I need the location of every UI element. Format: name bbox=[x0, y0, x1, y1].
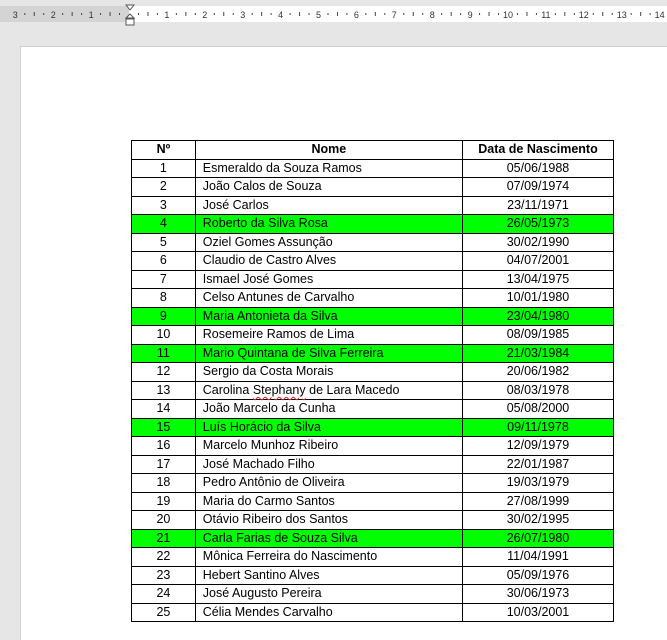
table-row bbox=[132, 159, 614, 178]
birth-date-table[interactable] bbox=[131, 140, 614, 622]
cell-number[interactable]: 23 bbox=[132, 566, 196, 585]
cell-birth-date[interactable]: 26/07/1980 bbox=[462, 529, 613, 548]
ruler-number: 9 bbox=[467, 10, 473, 20]
cell-birth-date[interactable]: 19/03/1979 bbox=[462, 474, 613, 493]
table-row bbox=[132, 363, 614, 382]
cell-birth-date[interactable]: 30/02/1990 bbox=[462, 233, 613, 252]
table-row bbox=[132, 289, 614, 308]
header-birth-date: Data de Nascimento bbox=[462, 141, 613, 160]
cell-name[interactable]: Carla Farias de Souza Silva bbox=[195, 529, 462, 548]
cell-birth-date[interactable]: 10/01/1980 bbox=[462, 289, 613, 308]
cell-number[interactable]: 4 bbox=[132, 215, 196, 234]
cell-number[interactable]: 8 bbox=[132, 289, 196, 308]
cell-name[interactable]: Mario Quintana de Silva Ferreira bbox=[195, 344, 462, 363]
cell-number[interactable]: 11 bbox=[132, 344, 196, 363]
cell-birth-date[interactable]: 12/09/1979 bbox=[462, 437, 613, 456]
ruler-number: 1 bbox=[88, 10, 94, 20]
cell-birth-date[interactable]: 30/02/1995 bbox=[462, 511, 613, 530]
cell-number[interactable]: 6 bbox=[132, 252, 196, 271]
cell-number[interactable]: 22 bbox=[132, 548, 196, 567]
cell-name[interactable]: Sergio da Costa Morais bbox=[195, 363, 462, 382]
cell-name[interactable]: Luís Horácio da Silva bbox=[195, 418, 462, 437]
ruler-number: 10 bbox=[502, 10, 514, 20]
cell-name[interactable]: José Augusto Pereira bbox=[195, 585, 462, 604]
document-page[interactable] bbox=[20, 46, 667, 640]
cell-number[interactable]: 19 bbox=[132, 492, 196, 511]
table-row bbox=[132, 344, 614, 363]
cell-number[interactable]: 1 bbox=[132, 159, 196, 178]
table-row bbox=[132, 455, 614, 474]
cell-name[interactable]: José Machado Filho bbox=[195, 455, 462, 474]
cell-name[interactable]: Celso Antunes de Carvalho bbox=[195, 289, 462, 308]
ruler-number: 4 bbox=[278, 10, 284, 20]
table-row bbox=[132, 400, 614, 419]
cell-name[interactable]: Ismael José Gomes bbox=[195, 270, 462, 289]
ruler-number: 7 bbox=[391, 10, 397, 20]
cell-number[interactable]: 9 bbox=[132, 307, 196, 326]
cell-birth-date[interactable]: 20/06/1982 bbox=[462, 363, 613, 382]
cell-birth-date[interactable]: 07/09/1974 bbox=[462, 178, 613, 197]
table-row bbox=[132, 252, 614, 271]
table-row bbox=[132, 548, 614, 567]
spelling-error-mark[interactable]: Stephany bbox=[252, 382, 306, 397]
ruler-number: 6 bbox=[353, 10, 359, 20]
table-row bbox=[132, 326, 614, 345]
cell-number[interactable]: 12 bbox=[132, 363, 196, 382]
table-row bbox=[132, 196, 614, 215]
table-header-row bbox=[132, 141, 614, 160]
cell-name[interactable]: Mônica Ferreira do Nascimento bbox=[195, 548, 462, 567]
ruler-number: 8 bbox=[429, 10, 435, 20]
cell-birth-date[interactable]: 05/09/1976 bbox=[462, 566, 613, 585]
cell-birth-date[interactable]: 05/08/2000 bbox=[462, 400, 613, 419]
cell-number[interactable]: 10 bbox=[132, 326, 196, 345]
cell-name[interactable]: Rosemeire Ramos de Lima bbox=[195, 326, 462, 345]
ruler-number: 12 bbox=[578, 10, 589, 20]
cell-name[interactable]: Maria do Carmo Santos bbox=[195, 492, 462, 511]
cell-number[interactable]: 14 bbox=[132, 400, 196, 419]
ruler-number: 2 bbox=[50, 10, 56, 20]
cell-name[interactable]: João Calos de Souza bbox=[195, 178, 462, 197]
cell-number[interactable]: 2 bbox=[132, 178, 196, 197]
cell-number[interactable]: 17 bbox=[132, 455, 196, 474]
cell-birth-date[interactable]: 13/04/1975 bbox=[462, 270, 613, 289]
table-body bbox=[132, 159, 614, 622]
cell-name[interactable]: Oziel Gomes Assunção bbox=[195, 233, 462, 252]
cell-birth-date[interactable]: 22/01/1987 bbox=[462, 455, 613, 474]
horizontal-ruler[interactable] bbox=[0, 0, 667, 30]
cell-name[interactable]: Marcelo Munhoz Ribeiro bbox=[195, 437, 462, 456]
table-row bbox=[132, 585, 614, 604]
cell-number[interactable]: 24 bbox=[132, 585, 196, 604]
cell-name[interactable]: Claudio de Castro Alves bbox=[195, 252, 462, 271]
cell-birth-date[interactable]: 08/09/1985 bbox=[462, 326, 613, 345]
cell-birth-date[interactable]: 09/11/1978 bbox=[462, 418, 613, 437]
ruler-number: 1 bbox=[164, 10, 170, 20]
table-row bbox=[132, 178, 614, 197]
table-row bbox=[132, 474, 614, 493]
table-row bbox=[132, 511, 614, 530]
ruler-number: 3 bbox=[12, 10, 18, 20]
cell-name[interactable]: João Marcelo da Cunha bbox=[195, 400, 462, 419]
cell-name[interactable]: Maria Antonieta da Silva bbox=[195, 307, 462, 326]
cell-number[interactable]: 20 bbox=[132, 511, 196, 530]
table-row bbox=[132, 270, 614, 289]
table-row bbox=[132, 566, 614, 585]
table-row bbox=[132, 233, 614, 252]
table-row bbox=[132, 307, 614, 326]
cell-name[interactable]: Roberto da Silva Rosa bbox=[195, 215, 462, 234]
cell-number[interactable]: 5 bbox=[132, 233, 196, 252]
table-row bbox=[132, 603, 614, 622]
cell-birth-date[interactable]: 04/07/2001 bbox=[462, 252, 613, 271]
table-row bbox=[132, 492, 614, 511]
cell-birth-date[interactable]: 27/08/1999 bbox=[462, 492, 613, 511]
ruler-number: 13 bbox=[616, 10, 627, 20]
header-number: Nº bbox=[132, 141, 196, 160]
cell-name[interactable]: Hebert Santino Alves bbox=[195, 566, 462, 585]
ruler-number: 14 bbox=[654, 10, 665, 20]
indent-marker-icon[interactable] bbox=[125, 4, 135, 26]
cell-name[interactable]: Esmeraldo da Souza Ramos bbox=[195, 159, 462, 178]
ruler-number: 11 bbox=[541, 10, 551, 20]
cell-number[interactable]: 25 bbox=[132, 603, 196, 622]
cell-number[interactable]: 18 bbox=[132, 474, 196, 493]
cell-number[interactable]: 13 bbox=[132, 381, 196, 400]
cell-name[interactable]: José Carlos bbox=[195, 196, 462, 215]
cell-birth-date[interactable]: 08/03/1978 bbox=[462, 381, 613, 400]
cell-birth-date[interactable]: 30/06/1973 bbox=[462, 585, 613, 604]
cell-name[interactable]: Carolina Stephany de Lara Macedo bbox=[195, 381, 462, 400]
cell-number[interactable]: 7 bbox=[132, 270, 196, 289]
cell-name[interactable]: Pedro Antônio de Oliveira bbox=[195, 474, 462, 493]
cell-name[interactable]: Célia Mendes Carvalho bbox=[195, 603, 462, 622]
ruler-number: 5 bbox=[315, 10, 322, 20]
cell-birth-date[interactable]: 23/04/1980 bbox=[462, 307, 613, 326]
ruler-track bbox=[0, 6, 667, 22]
cell-birth-date[interactable]: 21/03/1984 bbox=[462, 344, 613, 363]
cell-birth-date[interactable]: 05/06/1988 bbox=[462, 159, 613, 178]
cell-number[interactable]: 15 bbox=[132, 418, 196, 437]
cell-birth-date[interactable]: 10/03/2001 bbox=[462, 603, 613, 622]
table-row bbox=[132, 529, 614, 548]
cell-number[interactable]: 3 bbox=[132, 196, 196, 215]
cell-number[interactable]: 21 bbox=[132, 529, 196, 548]
cell-number[interactable]: 16 bbox=[132, 437, 196, 456]
ruler-number: 3 bbox=[240, 10, 246, 20]
ruler-number: 2 bbox=[202, 10, 208, 20]
cell-birth-date[interactable]: 23/11/1971 bbox=[462, 196, 613, 215]
table-row bbox=[132, 418, 614, 437]
cell-birth-date[interactable]: 26/05/1973 bbox=[462, 215, 613, 234]
header-name: Nome bbox=[195, 141, 462, 160]
table-row bbox=[132, 215, 614, 234]
table-row bbox=[132, 437, 614, 456]
cell-name[interactable]: Otávio Ribeiro dos Santos bbox=[195, 511, 462, 530]
table-row bbox=[132, 381, 614, 400]
cell-birth-date[interactable]: 11/04/1991 bbox=[462, 548, 613, 567]
